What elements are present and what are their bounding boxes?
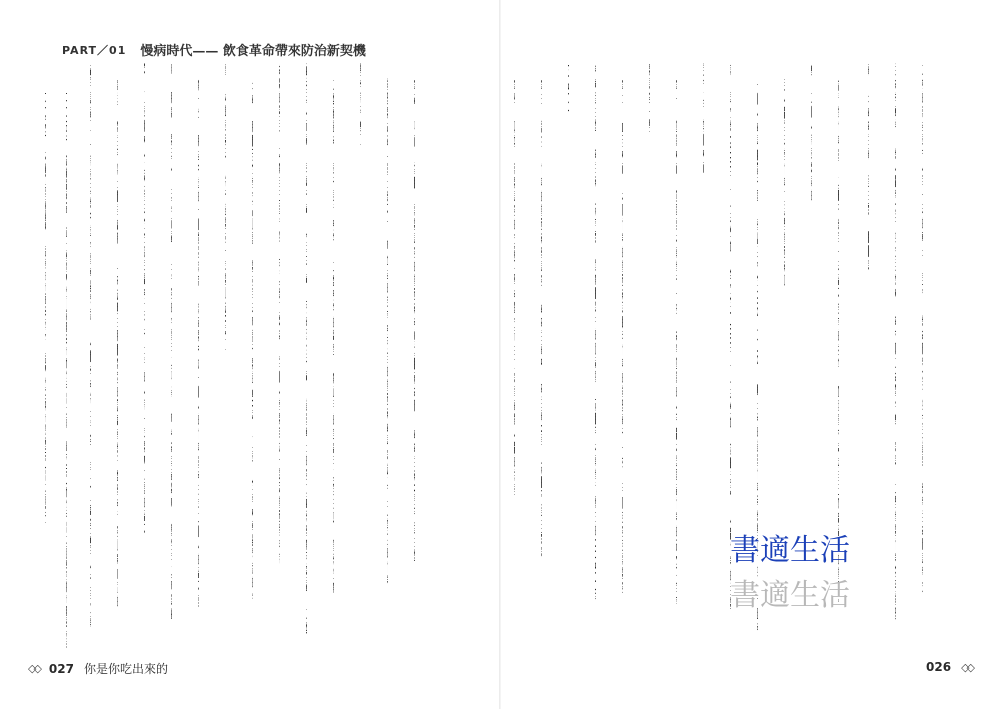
text-column <box>595 63 596 648</box>
footer-right <box>926 660 972 674</box>
text-column <box>225 63 226 648</box>
text-column <box>333 78 334 648</box>
book-title: 你是你吃出來的 <box>83 662 168 676</box>
watermark-shadow: 書適生活 <box>730 578 850 613</box>
diamond-ornament-icon: ◇◇ <box>28 662 39 675</box>
footnote-2 <box>45 92 46 648</box>
footnote-1 <box>66 92 67 648</box>
text-column <box>171 63 172 648</box>
text-column <box>117 78 118 648</box>
text-column <box>541 78 542 648</box>
chapter-title: 慢病時代—— 飲食革命帶來防治新契機 <box>140 44 366 59</box>
page-gutter <box>499 0 501 709</box>
footer-left <box>28 660 168 677</box>
watermark-logo: 書適生活 <box>730 533 850 568</box>
text-column <box>514 78 515 648</box>
text-column <box>622 78 623 648</box>
text-column <box>279 63 280 648</box>
text-column <box>649 63 650 648</box>
page-number-left: 027 <box>48 661 74 676</box>
running-header <box>62 40 366 59</box>
text-column <box>703 63 704 648</box>
text-column <box>252 78 253 648</box>
text-column <box>676 78 677 648</box>
text-column <box>144 63 145 648</box>
page-number-right: 026 <box>926 660 952 674</box>
text-column <box>868 63 869 648</box>
text-column <box>414 78 415 648</box>
text-column <box>198 78 199 648</box>
diamond-ornament-icon: ◇◇ <box>961 660 972 674</box>
text-column <box>922 63 923 648</box>
text-column <box>306 63 307 648</box>
text-column <box>568 63 569 648</box>
text-column <box>90 63 91 648</box>
part-label: PART／01 <box>62 43 127 57</box>
text-column <box>387 78 388 648</box>
text-column <box>360 63 361 648</box>
text-column <box>895 63 896 648</box>
